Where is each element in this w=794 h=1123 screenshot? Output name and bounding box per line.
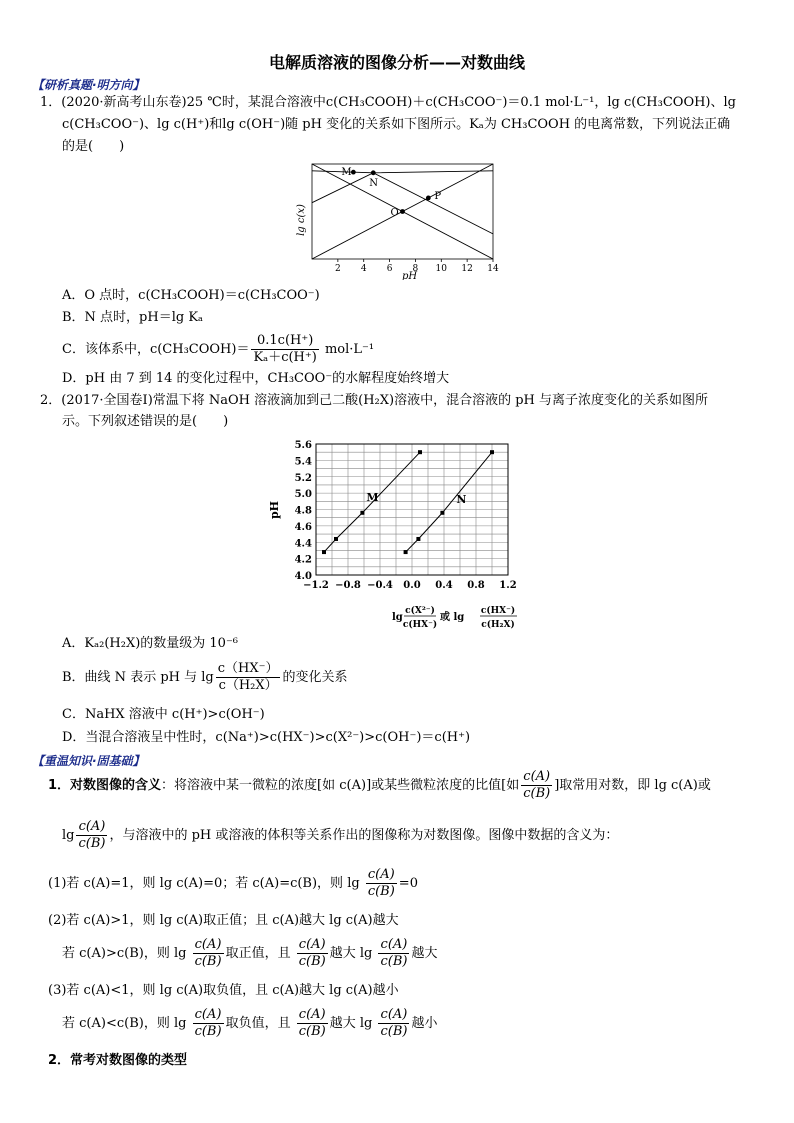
chart1-x-tick-label: 14 <box>487 264 499 274</box>
chart2-series-label: N <box>456 492 467 506</box>
k1-line1: 1．对数图像的含义：将溶液中某一微粒的浓度[如 c(A)]或某些微粒浓度的比值[如 $\frac{c(A)}{c(B)}$ ]取常用对数，即 lg c(A)或 <box>48 769 711 801</box>
chart1-point-m <box>351 170 356 175</box>
q2-line2: 示。下列叙述错误的是( ) <box>62 414 229 429</box>
q1-option-b: B．N 点时，pH＝lg Kₐ <box>62 310 204 325</box>
q2-option-a: A．Kₐ₂(H₂X)的数量级为 10⁻⁶ <box>62 636 239 651</box>
section-heading-analysis: 【研析真题·明方向】 <box>32 78 145 92</box>
chart1-point-label: M <box>341 167 352 179</box>
chart2-data-point <box>490 450 494 454</box>
chart2-data-point <box>334 537 338 541</box>
chart2-data-point <box>404 550 408 554</box>
chart1-series-line <box>312 171 493 234</box>
chart2-ylabel: pH <box>268 500 281 520</box>
chart1-point-label: P <box>434 190 442 202</box>
q1-line1: 1．(2020·新高考山东卷)25 ℃时，某混合溶液中c(CH₃COOH)＋c(CH₃COO⁻)＝0.1 mol·L⁻¹，lg c(CH₃COOH)、lg <box>40 95 736 110</box>
chart2-data-point <box>418 450 422 454</box>
q2-option-d: D．当混合溶液呈中性时，c(Na⁺)>c(HX⁻)>c(X²⁻)>c(OH⁻)＝c(H⁺) <box>62 730 471 745</box>
chart-lgc-vs-ph <box>292 158 507 280</box>
k1-point2: (2)若 c(A)>1，则 lg c(A)取正值；且 c(A)越大 lg c(A)越大 <box>48 913 399 928</box>
q1-option-a: A．O 点时，c(CH₃COOH)＝c(CH₃COO⁻) <box>62 288 320 303</box>
q1-option-d: D．pH 由 7 到 14 的变化过程中，CH₃COO⁻的水解程度始终增大 <box>62 371 450 386</box>
chart2-y-tick-label: 5.0 <box>294 489 312 501</box>
q1-line3: 的是( ) <box>62 139 125 154</box>
section-heading-knowledge: 【重温知识·固基础】 <box>32 754 145 768</box>
chart1-x-tick-label: 12 <box>461 264 473 274</box>
chart1-x-tick-label: 10 <box>435 264 448 274</box>
chart2-xlabel-frac1-den: c(HX⁻) <box>402 620 438 630</box>
chart2-y-tick-label: 5.2 <box>294 472 312 484</box>
chart2-xlabel-frac1-num: c(X²⁻) <box>405 606 435 616</box>
q2-line1: 2．(2017·全国卷Ⅰ)常温下将 NaOH 溶液滴加到己二酸(H₂X)溶液中，混合溶液的 pH 与离子浓度变化的关系如图所 <box>40 393 709 408</box>
q1-option-c-fraction: $\frac{0.1c(H^+)}{\text{Kₐ＋c(H⁺)}}$ <box>253 333 317 365</box>
k1-point1: (1)若 c(A)=1，则 lg c(A)=0；若 c(A)=c(B)，则 lg $\frac{c(A)}{c(B)}$ =0 <box>48 867 418 899</box>
chart1-point-o <box>400 209 405 214</box>
chart1-xlabel: pH <box>402 271 418 280</box>
chart2-plot <box>295 440 517 591</box>
chart1-point-label: N <box>369 177 379 189</box>
chart2-y-tick-label: 4.8 <box>294 505 312 517</box>
chart2-data-point <box>360 511 364 515</box>
chart2-xlabel-mid: 或 lg <box>440 612 465 623</box>
chart1-x-tick-label: 6 <box>386 264 393 274</box>
chart2-x-tick-label: −0.8 <box>335 580 361 591</box>
chart2-y-tick-label: 4.4 <box>294 538 312 550</box>
chart1-x-tick-label: 2 <box>334 264 341 274</box>
chart2-x-tick-label: 1.2 <box>499 580 517 591</box>
chart2-x-tick-label: −1.2 <box>303 580 329 591</box>
chart2-y-tick-label: 5.6 <box>294 440 312 451</box>
chart-ph-vs-lg-ratio <box>268 432 528 632</box>
k1-line2: lg $\frac{c(A)}{c(B)}$ ，与溶液中的 pH 或溶液的体积等关系作出的图像称为对数图像。图像中数据的含义为： <box>62 819 619 851</box>
chart2-y-tick-label: 4.6 <box>294 521 312 533</box>
k1-point3-sub: 若 c(A)<c(B)，则 lg $\frac{c(A)}{c(B)}$ 取负值，且 $\frac{c(A)}{c(B)}$ 越大 lg $\frac{c(A)}{c(B)}$ 越小 <box>62 1007 438 1039</box>
chart2-data-point <box>322 550 326 554</box>
chart2-xlabel-frac2-den: c(H₂X) <box>481 620 515 630</box>
chart1-ylabel: lg c(x) <box>296 204 307 236</box>
k2-heading: 2．常考对数图像的类型 <box>48 1053 188 1068</box>
q2-option-b-fraction: $\frac{c(HX^-)}{\text{c（H₂X）}}$ <box>217 661 279 693</box>
chart1-plot <box>312 164 499 274</box>
chart2-y-tick-label: 5.4 <box>294 456 312 468</box>
chart1-point-label: O <box>390 207 399 219</box>
q2-option-b: B．曲线 N 表示 pH 与 lg $\frac{c(HX^-)}{\text{c（H₂X）}}$ 的变化关系 <box>62 661 348 693</box>
chart1-point-n <box>371 170 376 175</box>
chart2-y-tick-label: 4.0 <box>294 571 312 582</box>
chart1-x-tick-label: 8 <box>412 264 419 274</box>
chart2-xlabel-lg1: lg <box>392 612 403 623</box>
k1-point2-sub: 若 c(A)>c(B)，则 lg $\frac{c(A)}{c(B)}$ 取正值，且 $\frac{c(A)}{c(B)}$ 越大 lg $\frac{c(A)}{c(B)}$ 越大 <box>62 937 438 969</box>
chart1-point-p <box>426 196 431 201</box>
chart2-y-tick-label: 4.2 <box>294 554 312 566</box>
chart2-x-tick-label: 0.0 <box>403 580 421 591</box>
chart1-series-line <box>312 171 493 203</box>
chart2-x-tick-label: 0.4 <box>435 580 453 591</box>
chart2-x-tick-label: −0.4 <box>367 580 393 591</box>
k1-point3: (3)若 c(A)<1，则 lg c(A)取负值，且 c(A)越大 lg c(A)越小 <box>48 983 399 998</box>
chart2-data-point <box>416 537 420 541</box>
q1-line2: c(CH₃COO⁻)、lg c(H⁺)和lg c(OH⁻)随 pH 变化的关系如下图所示。Kₐ为 CH₃COOH 的电离常数，下列说法正确 <box>62 117 731 132</box>
q2-option-c: C．NaHX 溶液中 c(H⁺)>c(OH⁻) <box>62 707 265 722</box>
chart2-x-tick-label: 0.8 <box>467 580 485 591</box>
page-title: 电解质溶液的图像分析——对数曲线 <box>268 53 525 72</box>
q1-option-c: C．该体系中，c(CH₃COOH)＝ $\frac{0.1c(H^+)}{\text{Kₐ＋c(H⁺)}}$ mol·L⁻¹ <box>62 333 375 365</box>
chart2-data-point <box>440 511 444 515</box>
chart2-xlabel-frac2-num: c(HX⁻) <box>480 606 516 616</box>
chart1-x-tick-label: 4 <box>360 264 367 274</box>
chart2-series-label: M <box>366 490 379 504</box>
